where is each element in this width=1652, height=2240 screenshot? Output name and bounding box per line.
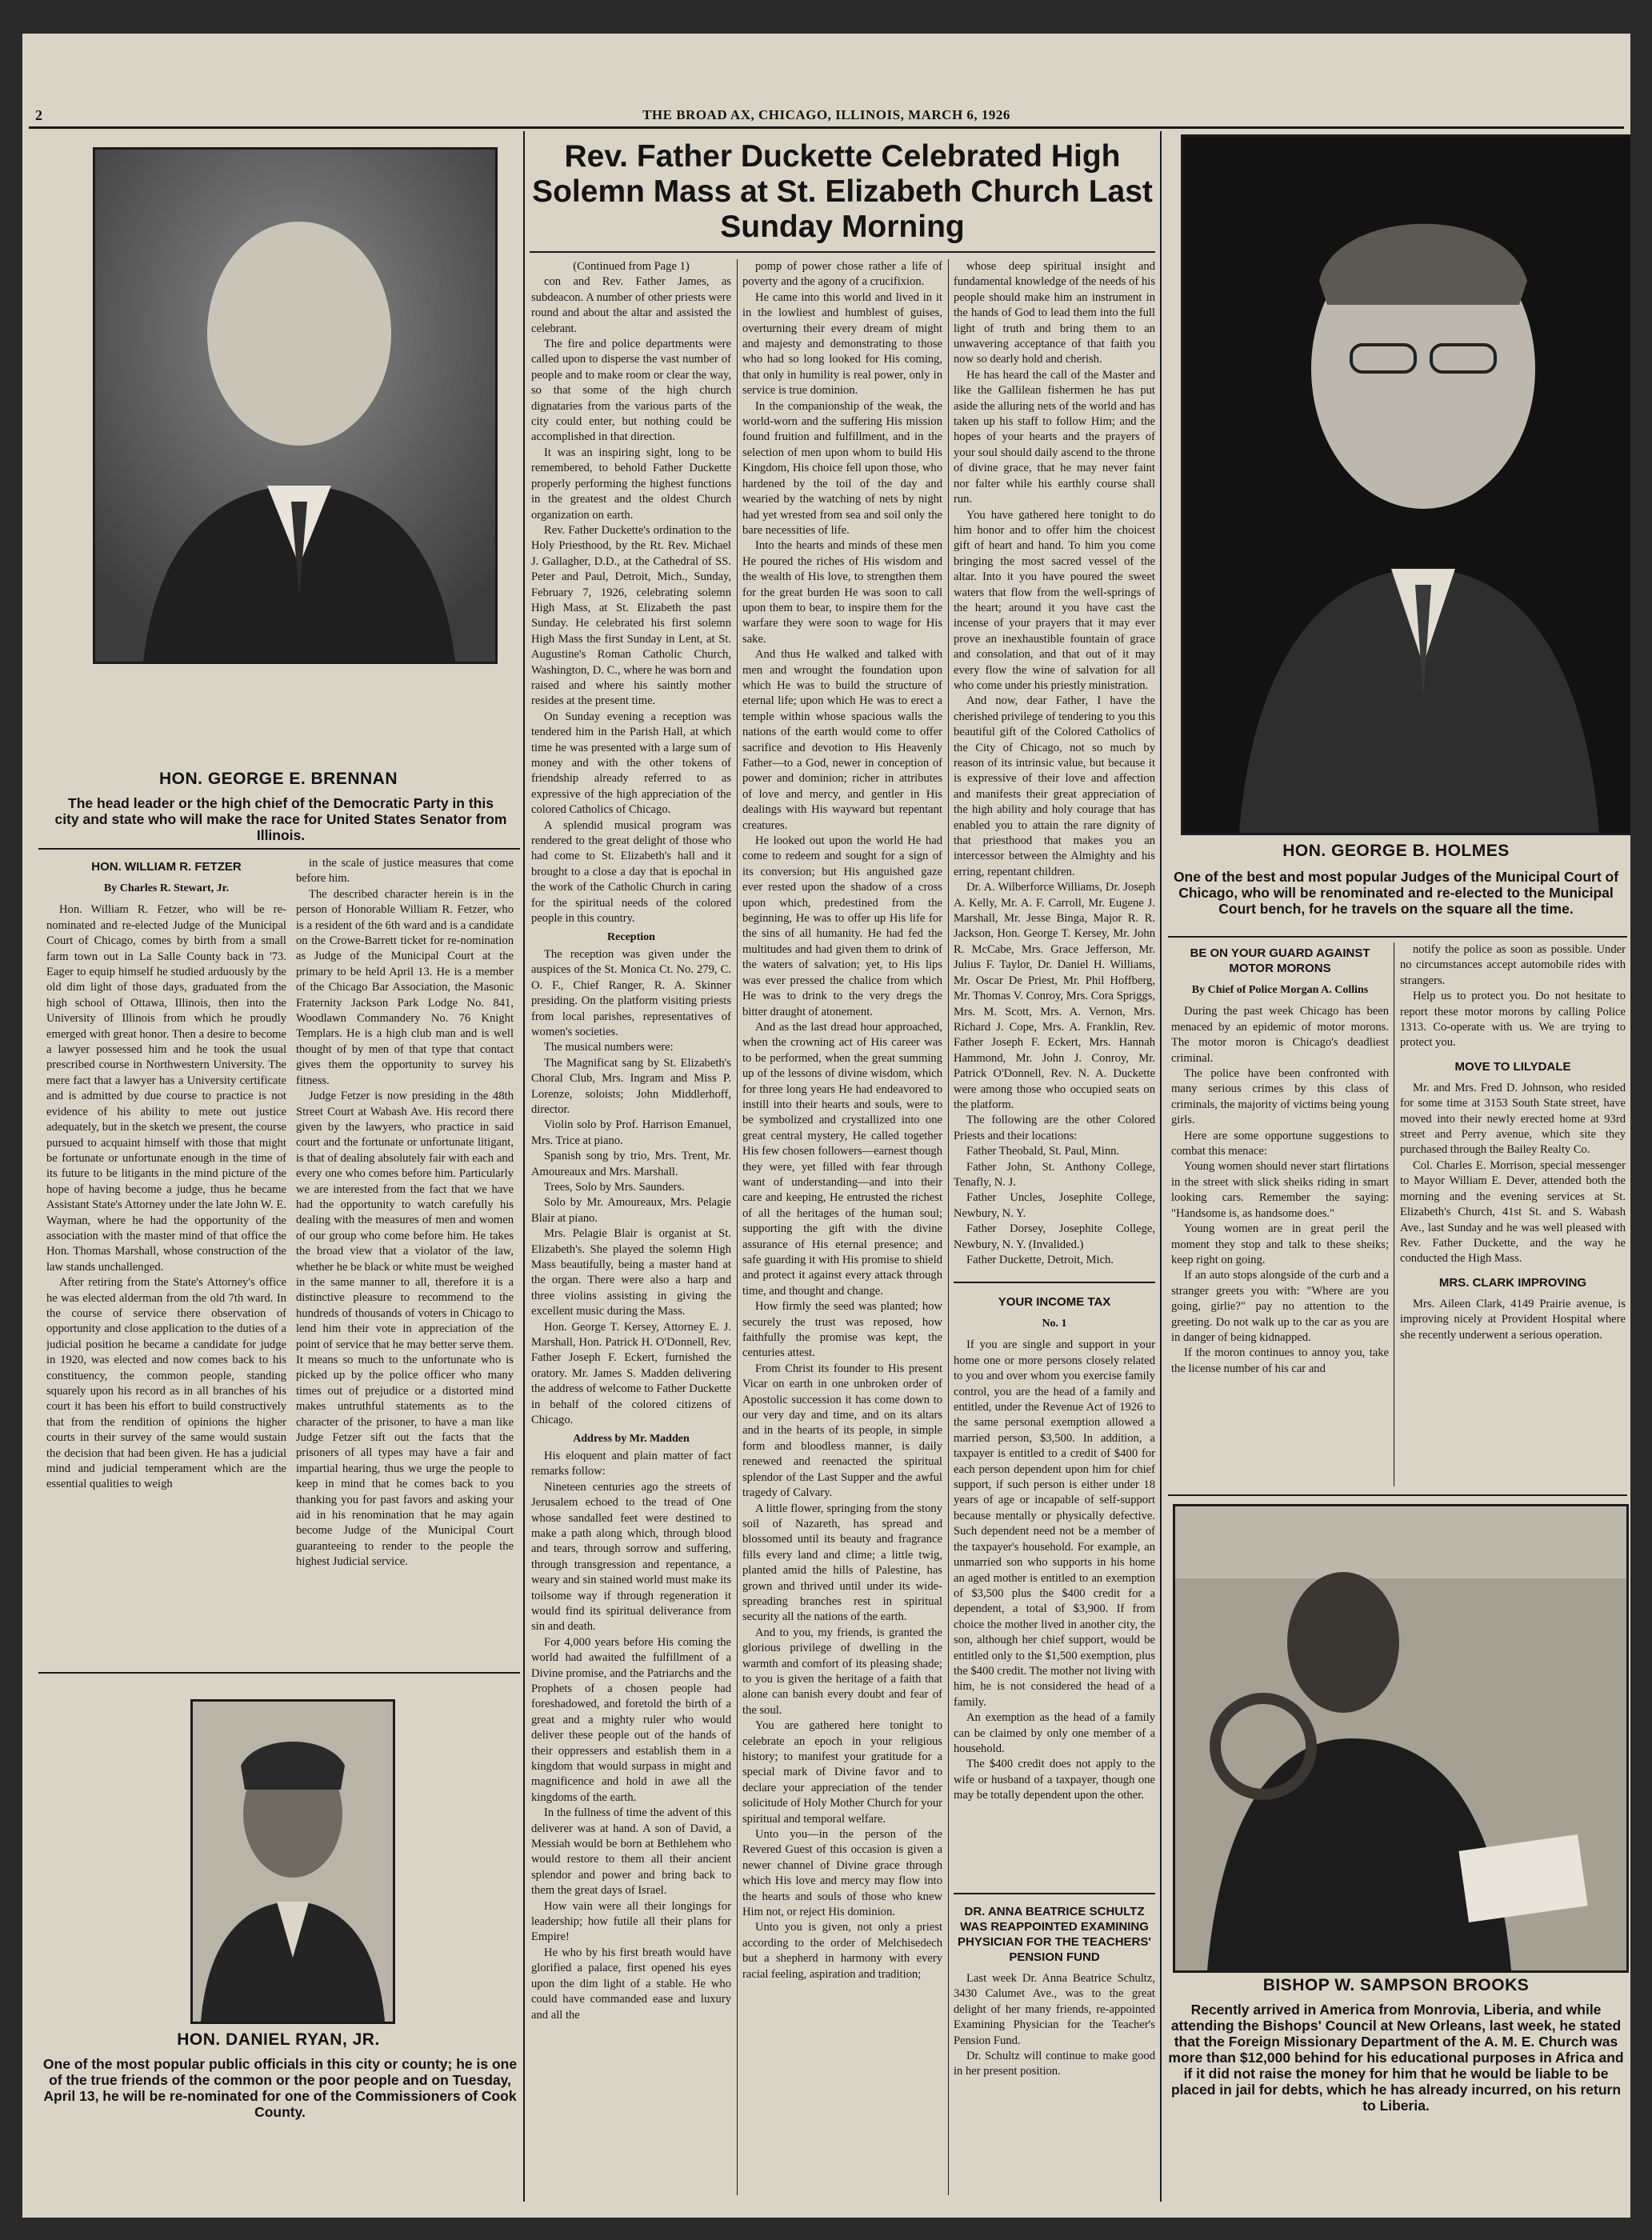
paragraph: Spanish song by trio, Mrs. Trent, Mr. Amoureaux and Mrs. Marshall. bbox=[531, 1150, 731, 1178]
paragraph: Dr. Schultz will continue to make good in her present position. bbox=[954, 2050, 1155, 2078]
paragraph: And to you, my friends, is granted the glorious privilege of dwelling in the warmth and comfort of its pleasing shade; to you is given the heritage of a faith that alone can banish every doubt and fear of the soul. bbox=[742, 1626, 942, 1717]
masthead-rule bbox=[29, 126, 1624, 129]
paragraph: Unto you is given, not only a priest according to the order of Melchisedech but a shepherd in harmony with every racial feeling, aspiration and tradition; bbox=[742, 1921, 942, 1981]
paragraph: If you are single and support in your home one or more persons closely related to you and over whom you exercise family control, you are the head of a family and entitled, under the Revenue Act of 1926 to the same personal exemption allowed a married person, $3,500. In addition, a taxpayer is entitled to a credit of $400 for each person dependent upon him for chief support, if such person is either under 18 years of age or incapable of self-support because mentally or physically defective. Such dependent need not be a member of the taxpayer's household. For example, an unmarried son who supports in his home an aged mother is entitled to an exemption of $3,500 plus the $400 credit for a dependent, a total of $3,900. If from choice the mother lived in another city, the son, although her chief support, would be entitled only to the $1,500 exemption, plus the $400 credit. The mother not living with him, he is not considered the head of a family. bbox=[954, 1338, 1155, 1709]
ryan-name: HON. DANIEL RYAN, JR. bbox=[177, 2030, 380, 2049]
fetzer-column-2 bbox=[296, 856, 514, 1664]
paragraph: You are gathered here tonight to celebrate an epoch in your religious history; to manifest your gratitude for a special mark of Divine favor and to declare your appreciation of the tender solicitude of Holy Mother Church for your spiritual and temporal welfare. bbox=[742, 1719, 942, 1826]
paragraph: You have gathered here tonight to do him honor and to offer him the choicest gift of heart and hand. To him you come bringing the most sacred vessel of the altar. Into it you have poured the sweet waters that flow from the well-springs of the heart; around it you have cast the incense of your prayers that it may ever prove an inexhaustible fountain of grace and consolation, and that out of it may every flow the wine of salvation for all who come under his priestly ministration. bbox=[954, 508, 1155, 692]
paragraph: in the scale of justice measures that come before him. bbox=[296, 857, 514, 886]
income-tax-headline: YOUR INCOME TAX bbox=[998, 1295, 1111, 1309]
paragraph: Mrs. Pelagie Blair is organist at St. Elizabeth's. She played the solemn High Mass beautifully, being a master hand at the organ. There were also a harp and three violins assisting in giving the excellent music during the Mass. bbox=[531, 1227, 731, 1318]
paragraph: con and Rev. Father James, as subdeacon. A number of other priests were round and about the altar and assisted the celebrant. bbox=[531, 275, 731, 335]
paragraph: notify the police as soon as possible. Under no circumstances accept automobile rides with strangers. bbox=[1400, 943, 1626, 987]
paragraph: Father Dorsey, Josephite College, Newbury, N. Y. (Invalided.) bbox=[954, 1222, 1155, 1251]
holmes-portrait bbox=[1181, 134, 1630, 835]
duckette-column-2 bbox=[742, 259, 942, 2195]
ryan-portrait bbox=[190, 1699, 395, 2024]
income-tax-number: No. 1 bbox=[1042, 1318, 1067, 1330]
masthead-title: THE BROAD AX, CHICAGO, ILLINOIS, MARCH 6, 1926 bbox=[642, 107, 1010, 122]
lilydale-headline: MOVE TO LILYDALE bbox=[1454, 1059, 1571, 1074]
paragraph: The following are the other Colored Priests and their locations: bbox=[954, 1114, 1155, 1142]
paragraph: Into the hearts and minds of these men He poured the riches of His wisdom and the wealth of His love, to strengthen them for the great burden He was soon to call upon them to bear, to inspire them for the warfare they were soon to wage for His sake. bbox=[742, 539, 942, 646]
paragraph: Unto you—in the person of the Revered Guest of this occasion is given a newer channel of Divine grace through which His love and mercy may flow into the hearts and souls of those who knew Him not, or reject His dominion. bbox=[742, 1828, 942, 1919]
paragraph: Last week Dr. Anna Beatrice Schultz, 3430 Calumet Ave., was to the great delight of her many friends, re-appointed Examining Physician for the Teacher's Pension Fund. bbox=[954, 1972, 1155, 2047]
paragraph: On Sunday evening a reception was tendered him in the Parish Hall, at which time he was presented with a large sum of money and with the other tokens of friendship already referred to as expressive of the high appreciation of the colored Catholics of Chicago. bbox=[531, 710, 731, 817]
paragraph: It was an inspiring sight, long to be remembered, to behold Father Duckette properly performing the highest functions in the greatest and the oldest Church organization on earth. bbox=[531, 446, 731, 522]
brennan-name: HON. GEORGE E. BRENNAN bbox=[158, 770, 398, 788]
paragraph: Father Uncles, Josephite College, Newbury, N. Y. bbox=[954, 1191, 1155, 1220]
paragraph: How firmly the seed was planted; how securely the trust was reposed, how faithfully the promise was kept, the centuries attest. bbox=[742, 1300, 942, 1360]
paragraph: The police have been confronted with many serious crimes by this class of criminals, the majority of victims being young girls. bbox=[1171, 1067, 1389, 1127]
inner-column-rule bbox=[948, 259, 949, 2195]
paragraph: Dr. A. Wilberforce Williams, Dr. Joseph A. Kelly, Mr. A. F. Carroll, Mr. Eugene J. Marshall, Mr. Jesse Binga, Major R. R. Jackson, Hon. George T. Kersey, Mr. John R. McCabe, Mrs. Grace Jefferson, Mr. Julius F. Taylor, Dr. Daniel H. Williams, Mr. Oscar De Priest, Mr. Phil Hoffberg, Mr. Thomas V. Conroy, Mrs. Cora Spriggs, Mrs. M. Scott, Mrs. A. Vernon, Mrs. Richard J. Cope, Mrs. A. Franklin, Rev. Father Joseph F. Eckert, Mrs. Hannah Hammond, Mr. John J. Conroy, Mr. Patrick O'Donnell, Rev. N. A. Duckette were among those who occupied seats on the platform. bbox=[954, 881, 1155, 1111]
paragraph: After retiring from the State's Attorney's office he was elected alderman from the old 7th ward. In the course of service there observation of opportunity and close application to the duties of a judicial position he became a candidate for judge in 1920, was elected and now comes back to his constituency, the common people, standing squarely upon his record as in all branches of his court it has been his effort to build constructively that from the rendition of opinions the higher courts in their survey of the same would sustain the decision that had been given. He has a judicial mind and judicial temperament which are the essential qualities to weigh bbox=[46, 1276, 286, 1491]
paragraph: Hon. William R. Fetzer, who will be re-nominated and re-elected Judge of the Municipal Court of Chicago, comes by birth from a small farm town out in La Salle County back in '73. Eager to equip himself he studied arduously by the old dim light of those days, graduated from the high school of Ottawa, Illinois, then into the University of Illinois from which he proudly emerged with great honor. Then a desire to become a lawyer possessed him and he took the usual prescribed course in Northwestern University. The mere fact that a lawyer has a University certificate and is admitted by due course to practice is not evidence of his ability to mete out justice adequately, but in the sketch we present, the course pursued to acquaint himself with those that might be fortunate or unfortunate enough in the time of its future to be litigants in the mind picture of the hope of having become a judge, thus he became Assistant State's Attorney under the late John W. E. Wayman, where he had the opportunity of the association with the master mind of that office the Hon. Thomas Marshall, whose construction of the law stands unchallenged. bbox=[46, 903, 286, 1274]
paragraph: The reception was given under the auspices of the St. Monica Ct. No. 279, C. O. F., Chief Ranger, R. A. Skinner presiding. On the platform visiting priests from local parishes, representatives of women's societies. bbox=[531, 947, 731, 1038]
section-rule bbox=[954, 1282, 1155, 1283]
paragraph: The $400 credit does not apply to the wife or husband of a taxpayer, though one may be totally dependent upon the other. bbox=[954, 1758, 1155, 1802]
inner-column-rule bbox=[737, 259, 738, 2195]
paragraph: Father Duckette, Detroit, Mich. bbox=[966, 1254, 1114, 1266]
brooks-portrait bbox=[1173, 1504, 1629, 1973]
paragraph: He who by his first breath would have glorified a palace, first opened his eyes upon the dim light of a stable. He who could have commanded ease and luxury and all the bbox=[531, 1946, 731, 2022]
paragraph: And as the last dread hour approached, when the crowning act of His career was to be performed, when the great summing up of the lessons of divine wisdom, which for three long years He had endeavored to instill into their hearts and souls, were to be symbolized and crystallized into one great central mystery, He called together His few chosen followers—earnest though they were, yet filled with fear through want of understanding—and into their care and keeping, He entrusted the richest of all the heritages of the human soul; supporting the gift with the divine assurance of His eternal presence; and safe guarding it with His promise to shield and protect it against every attack through time, and thought and change. bbox=[742, 1020, 942, 1298]
section-rule bbox=[38, 1672, 520, 1674]
section-rule bbox=[1168, 1494, 1627, 1496]
paragraph: During the past week Chicago has been menaced by an epidemic of motor morons. The motor moron is Chicago's deadliest criminal. bbox=[1171, 1005, 1389, 1065]
paragraph: In the fullness of time the advent of this deliverer was at hand. A son of David, a Messiah would be born at Bethlehem who would restore to them all their ancient splendor and power and bring back to them the great days of Israel. bbox=[531, 1806, 731, 1898]
duckette-column-1 bbox=[531, 259, 731, 2195]
paragraph: Solo by Mr. Amoureaux, Mrs. Pelagie Blair at piano. bbox=[531, 1196, 731, 1225]
paragraph: If an auto stops alongside of the curb and a stranger greets you with: "Where are you going, girlie?" pay no attention to the greeting. Do not walk up to the car as you are in danger of being kidnapped. bbox=[1171, 1269, 1389, 1344]
paragraph: He looked out upon the world He had come to redeem and sought for a sign of its conversion; but His anguished gaze ever rested upon the shadow of a cross upon which, predestined from the beginning, He was to offer up His life for the sins of all humanity. He had fed the multitudes and had given them to drink of the waters of salvation; yet, to His lips was ever pressed the chalice from which He was to drink to the very dregs the bitter draught of atonement. bbox=[742, 834, 942, 1018]
paragraph: Judge Fetzer is now presiding in the 48th Street Court at Wabash Ave. His record there given by the lawyers, who practice in said court and the fortunate or unfortunate litigant, is that of dealing absolutely fair with each and every one who comes before him. Particularly we are interested from the fact that we have had the opportunity to watch carefully his dealing with the measures of men and women of our group who come before him. He takes the broad view that a violator of the law, whether he be black or white must be weighed in the same manner to all, therefore it is a distinctive pleasure to recommend to the hundreds of thousands of voters in Chicago to lend him their vote in appreciation of the point of service that he may better serve them. It means so much to the unfortunate who is picked up by the police officer who many times out of prejudice or a distorted mind makes untruthful statements as to the character of the prisoner, to have a man like Judge Fetzer sift out the facts that the prisoners of all types may have a fair and impartial hearing, thus we urge the people to keep in mind that he comes back to you thanking you for past favors and asking your aid in his renomination that he may again become Judge of the Municipal Court guaranteeing to render to the people the highest Judicial service. bbox=[296, 1090, 514, 1569]
continued-note: (Continued from Page 1) bbox=[573, 260, 690, 273]
paragraph: A splendid musical program was rendered to the great delight of those who had come to St. Elizabeth's hall and it brought to a close a day that is epochal in the work of the Catholic Church in caring for the spiritual needs of the colored people in this country. bbox=[531, 818, 731, 926]
paragraph: Col. Charles E. Morrison, special messenger to Mayor William E. Dever, attended both the morning and the evening services at St. Elizabeth's Church, 41st St. and S. Wabash Ave., last Sunday and he was well pleased with Rev. Father Duckette, and the way he conducted the High Mass. bbox=[1400, 1158, 1626, 1266]
paragraph: Young women are in great peril the moment they stop and talk to these sheiks; keep right on going. bbox=[1171, 1222, 1389, 1266]
ryan-caption: One of the most popular public officials in this city or county; he is one of the true friends of the common or the poor people and on Tuesday, April 13, he will be re-nominated for one of the Commissioners of Cook County. bbox=[42, 2056, 518, 2120]
clark-headline: MRS. CLARK IMPROVING bbox=[1438, 1275, 1587, 1290]
brennan-caption: The head leader or the high chief of the Democratic Party in this city and state who will make the race for United States Senator from Illinois. bbox=[54, 795, 507, 843]
paragraph: Trees, Solo by Mrs. Saunders. bbox=[544, 1180, 685, 1194]
motor-morons-column-1 bbox=[1171, 942, 1389, 1486]
section-rule bbox=[38, 848, 520, 850]
motor-morons-byline: By Chief of Police Morgan A. Collins bbox=[1191, 984, 1369, 996]
paragraph: Help us to protect you. Do not hesitate to report these motor morons by calling Police 1313. Co-operate with us. We are trying to protect you. bbox=[1400, 990, 1626, 1050]
brennan-portrait bbox=[93, 147, 498, 664]
motor-morons-headline: BE ON YOUR GUARD AGAINST MOTOR MORONS bbox=[1190, 946, 1370, 975]
paragraph: Hon. George T. Kersey, Attorney E. J. Marshall, Hon. Patrick H. O'Donnell, Rev. Father Joseph F. Eckert, furnished the oratory. Mr. James S. Madden delivering the address of welcome to Father Duckette in behalf of the colored citizens of Chicago. bbox=[531, 1320, 731, 1427]
paragraph: Father Theobald, St. Paul, Minn. bbox=[966, 1145, 1120, 1158]
schultz-headline: DR. ANNA BEATRICE SCHULTZ WAS REAPPOINTED EXAMINING PHYSICIAN FOR THE TEACHERS' PENSION FUND bbox=[958, 1905, 1151, 1964]
paragraph: Rev. Father Duckette's ordination to the Holy Priesthood, by the Rt. Rev. Michael J. Gallagher, D.D., at the Cathedral of SS. Peter and Paul, Detroit, Mich., Sunday, February 7, 1926, celebrating solemn High Mass, at St. Elizabeth the past Sunday. He celebrated his first solemn High Mass the first Sunday in Lent, at St. Augustine's Roman Catholic Church, Washington, D. C., where he was born and raised and where his saintly mother resides at the present time. bbox=[531, 523, 731, 708]
schultz-article bbox=[954, 1901, 1155, 2197]
brooks-name: BISHOP W. SAMPSON BROOKS bbox=[1262, 1976, 1530, 1994]
paragraph: pomp of power chose rather a life of poverty and the agony of a crucifixion. bbox=[742, 260, 942, 289]
madden-subhead: Address by Mr. Madden bbox=[573, 1433, 690, 1446]
duckette-column-3 bbox=[954, 259, 1155, 1275]
paragraph: Violin solo by Prof. Harrison Emanuel, Mrs. Trice at piano. bbox=[531, 1118, 731, 1147]
paragraph: A little flower, springing from the stony soil of Nazareth, has spread and blossomed until its beauty and fragrance fills every land and clime; a little twig, planted amid the hills of Palestine, has grown and thrived until under its wide-spreading branches rest in spiritual security all the nations of the earth. bbox=[742, 1502, 942, 1624]
holmes-name: HON. GEORGE B. HOLMES bbox=[1282, 842, 1510, 860]
page-number: 2 bbox=[35, 107, 42, 123]
right-news-column bbox=[1400, 942, 1626, 1486]
fetzer-headline: HON. WILLIAM R. FETZER bbox=[91, 860, 242, 874]
holmes-caption: One of the best and most popular Judges of the Municipal Court of Chicago, who will be renominated and re-elected to the Municipal Court bench, for he travels on the square all the time. bbox=[1173, 869, 1619, 917]
paragraph: Here are some opportune suggestions to combat this menace: bbox=[1171, 1129, 1389, 1158]
paragraph: He has heard the call of the Master and like the Gallilean fishermen he has put aside the alluring nets of the world and has taken up his staff to follow Him; and the hopes of your hearts and the prayers of your soul should daily ascend to the throne of divine grace, that he may never faint nor falter while his earthly course shall run. bbox=[954, 368, 1155, 506]
fetzer-byline: By Charles R. Stewart, Jr. bbox=[103, 882, 230, 894]
fetzer-column-1 bbox=[46, 856, 286, 1664]
paragraph: Father John, St. Anthony College, Tenafly, N. J. bbox=[954, 1160, 1155, 1189]
paragraph: He came into this world and lived in it in the lowliest and humblest of guises, overturning their every dream of might and majesty and demonstrating to those who had so long looked for His coming, that only in humility is real power, only in service is true dominion. bbox=[742, 290, 942, 398]
brooks-caption: Recently arrived in America from Monrovia, Liberia, and while attending the Bishops' Council at New Orleans, last week, he stated that the Foreign Missionary Department of the A. M. E. Church was more than $12,000 behind for his educational purposes in Africa and if it did not raise the money for him that he would be liable to be placed in jail for debts, which he has already incurred, on his return to Liberia. bbox=[1168, 2002, 1624, 2114]
newspaper-page bbox=[22, 34, 1630, 2218]
paragraph: The Magnificat sang by St. Elizabeth's Choral Club, Mrs. Ingram and Miss P. Lorenze, soloists; John Middlerhoff, director. bbox=[531, 1056, 731, 1116]
paragraph: Nineteen centuries ago the streets of Jerusalem echoed to the tread of One whose sandalled feet were destined to make a path along which, through blood and tears, through sorrow and suffering, through transgression and repentance, a weary and sin stained world must make its toilsome way if through regeneration it would find its spiritual deliverance from sin and death. bbox=[531, 1480, 731, 1634]
paragraph: Mrs. Aileen Clark, 4149 Prairie avenue, is improving nicely at Provident Hospital where she recently underwent a serious operation. bbox=[1400, 1297, 1626, 1342]
paragraph: Mr. and Mrs. Fred D. Johnson, who resided for some time at 3153 South State street, have moved into their newly erected home at 93rd street and Perry avenue, which site they purchased through the Bailey Realty Co. bbox=[1400, 1081, 1626, 1157]
column-rule bbox=[523, 131, 525, 2202]
paragraph: The fire and police departments were called upon to disperse the vast number of people and to make room or clear the way, so that some of the high church dignataries from the various parts of the city could enter, but nothing could be accomplished in that direction. bbox=[531, 338, 731, 444]
paragraph: And thus He walked and talked with men and wrought the foundation upon which He was to build the structure of eternal life; upon which He was to erect a temple within whose spacious walls the nations of the earth would come to offer sacrifice and devotion to His Heavenly Father—to a God, newer in conception of power and dominion; richer in attributes of love and mercy, and gentler in His dealings with His wayward but repentant creatures. bbox=[742, 648, 942, 832]
paragraph: His eloquent and plain matter of fact remarks follow: bbox=[531, 1449, 731, 1478]
reception-subhead: Reception bbox=[607, 931, 655, 944]
headline-rule bbox=[530, 251, 1155, 253]
paragraph: If the moron continues to annoy you, take the license number of his car and bbox=[1171, 1346, 1389, 1375]
paragraph: In the companionship of the weak, the world-worn and the suffering His mission found fruition and fulfillment, and in the selection of men upon whom to build His Kingdom, His choice fell upon those, who hardened by the toil of the day and wearied by the watching of nets by night had yet wrested from sea and soil only the bare necessities of life. bbox=[742, 399, 942, 537]
section-rule bbox=[1168, 936, 1627, 938]
income-tax-article bbox=[954, 1291, 1155, 1883]
paragraph: The described character herein is in the person of Honorable William R. Fetzer, who is a resident of the 6th ward and is a candidate on the Crowe-Barrett ticket for re-nomination as Judge of the Municipal Court at the primary to be held April 13. He is a member of the Chicago Bar Association, the Masonic Fraternity Jackson Park Lodge No. 841, Woodlawn Commandery No. 76 Knight Templars. He is a high club man and is well thought of by men of that type that contact gives them the opportunity to survey his fitness. bbox=[296, 887, 514, 1087]
paragraph: The musical numbers were: bbox=[544, 1041, 674, 1054]
paragraph: And now, dear Father, I have the cherished privilege of tendering to you this beautiful gift of the Colored Catholics of the City of Chicago, not so much by reason of its intrinsic value, but because it is expressive of their love and affection and manifests their great appreciation of the high ability and holy courage that has enabled you to attain the rare dignity of that priesthood that makes you an intercessor between the Almighty and his erring, repentant children. bbox=[954, 694, 1155, 878]
section-rule bbox=[954, 1893, 1155, 1894]
paragraph: Young women should never start flirtations in the street with slick sheiks riding in smart looking cars. Remember the saying: "Handsome is, as handsome does." bbox=[1171, 1160, 1389, 1220]
paragraph: An exemption as the head of a family can be claimed by only one member of a household. bbox=[954, 1711, 1155, 1755]
duckette-headline: Rev. Father Duckette Celebrated High Solemn Mass at St. Elizabeth Church Last Sunday Morning bbox=[532, 139, 1153, 244]
column-rule bbox=[1160, 131, 1162, 2202]
paragraph: whose deep spiritual insight and fundamental knowledge of the needs of his people should make him an instrument in the hands of God to lead them into the full light of truth and bring them to an unwavering acceptance of that faith you now so dearly hold and cherish. bbox=[954, 260, 1155, 366]
paragraph: For 4,000 years before His coming the world had awaited the fulfillment of a Divine promise, and the Patriarchs and the Prophets of a chosen people had foreshadowed, and foretold the birth of a great and a mighty ruler who would deliver these people out of the hands of their oppressers and establish them in a kingdom that would surpass in might and magnificence and hold in awe all the kingdoms of the earth. bbox=[531, 1635, 731, 1804]
paragraph: From Christ its founder to His present Vicar on earth in one unbroken order of Apostolic succession it has come down to our very day and time, and on its altars and in the hearts of its people, in simple form and bloodless manner, is daily renewed and reenacted the spiritual splendor of the Last Supper and the awful tragedy of Calvary. bbox=[742, 1362, 942, 1500]
paragraph: How vain were all their longings for leadership; how futile all their plans for Empire! bbox=[531, 1899, 731, 1944]
